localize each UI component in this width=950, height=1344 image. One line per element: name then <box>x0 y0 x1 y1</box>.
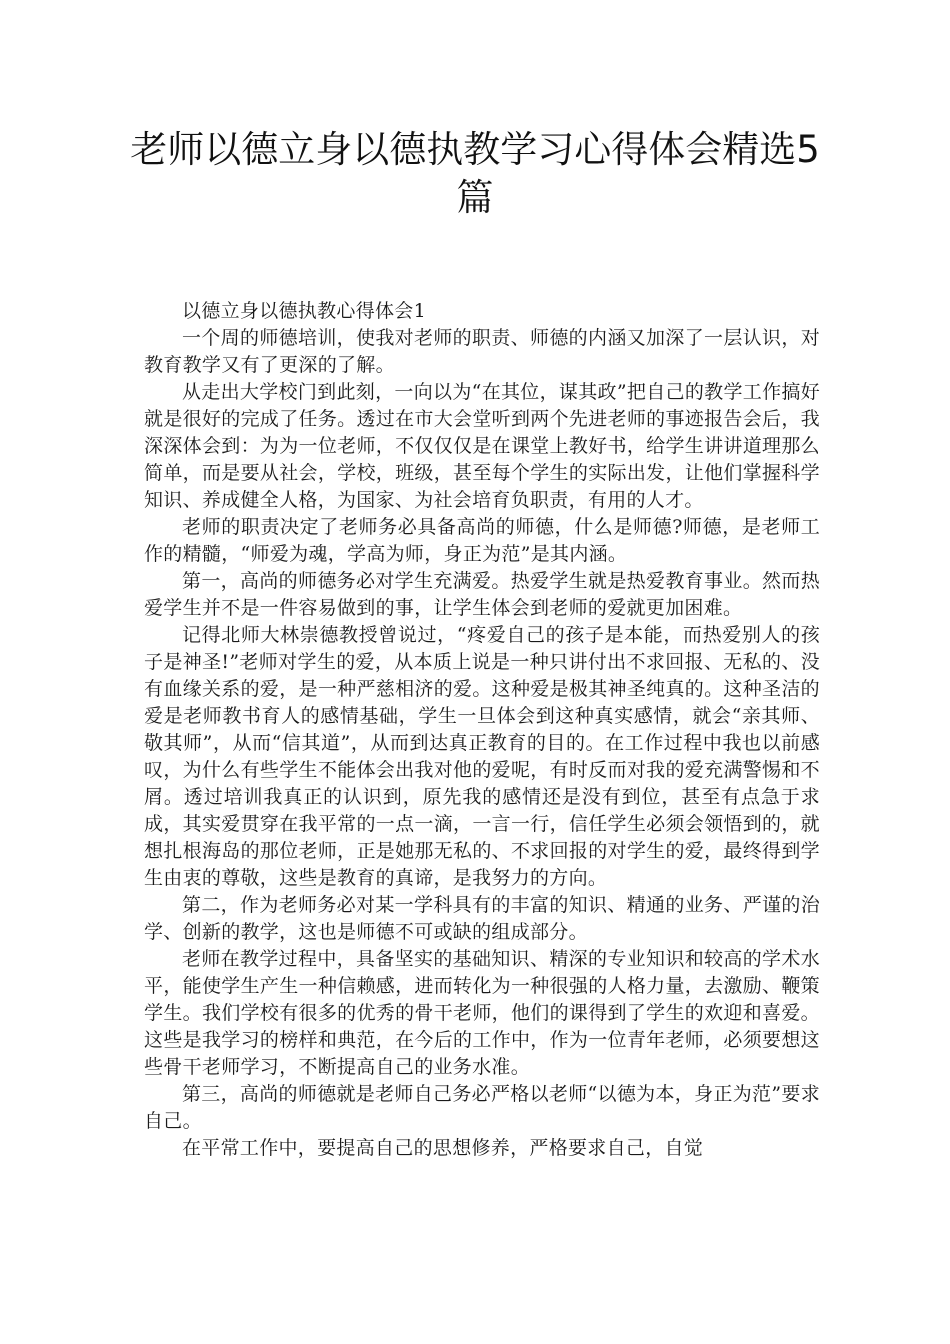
document-title: 老师以德立身以德执教学习心得体会精选5篇 <box>130 128 820 219</box>
paragraph: 老师在教学过程中，具备坚实的基础知识、精深的专业知识和较高的学术水平，能使学生产生一种信赖感，进而转化为一种很强的人格力量，去激励、鞭策学生。我们学校有很多的优秀的骨干老师，他们的课得到了学生的欢迎和喜爱。这些是我学习的榜样和典范，在今后的工作中，作为一位青年老师，必须要想这些骨干老师学习，不断提高自己的业务水准。 <box>144 948 820 1078</box>
paragraph: 第一，高尚的师德务必对学生充满爱。热爱学生就是热爱教育事业。然而热爱学生并不是一件容易做到的事，让学生体会到老师的爱就更加困难。 <box>144 570 820 619</box>
paragraph: 第二，作为老师务必对某一学科具有的丰富的知识、精通的业务、严谨的治学、创新的教学，这也是师德不可或缺的组成部分。 <box>144 894 820 943</box>
paragraph: 在平常工作中，要提高自己的思想修养，严格要求自己，自觉 <box>182 1137 704 1159</box>
paragraph: 第三，高尚的师德就是老师自己务必严格以老师“以德为本，身正为范”要求自己。 <box>144 1083 820 1132</box>
paragraph: 从走出大学校门到此刻，一向以为“在其位，谋其政”把自己的教学工作搞好就是很好的完成了任务。透过在市大会堂听到两个先进老师的事迹报告会后，我深深体会到：为为一位老师，不仅仅仅是在课堂上教好书，给学生讲讲道理那么简单，而是要从社会，学校，班级，甚至每个学生的实际出发，让他们掌握科学知识、养成健全人格，为国家、为社会培育负职责，有用的人才。 <box>144 381 820 511</box>
paragraph: 一个周的师德培训，使我对老师的职责、师德的内涵又加深了一层认识，对教育教学又有了更深的了解。 <box>144 327 820 376</box>
section-heading: 以德立身以德执教心得体会1 <box>182 300 426 322</box>
document-body <box>144 298 820 1162</box>
paragraph: 记得北师大林崇德教授曾说过，“疼爱自己的孩子是本能，而热爱别人的孩子是神圣!”老师对学生的爱，从本质上说是一种只讲付出不求回报、无私的、没有血缘关系的爱，是一种严慈相济的爱。这种爱是极其神圣纯真的。这种圣洁的爱是老师教书育人的感情基础，学生一旦体会到这种真实感情，就会“亲其师、敬其师”，从而“信其道”，从而到达真正教育的目的。在工作过程中我也以前感叹，为什么有些学生不能体会出我对他的爱呢，有时反而对我的爱充满警惕和不屑。透过培训我真正的认识到，原先我的感情还是没有到位，甚至有点急于求成，其实爱贯穿在我平常的一点一滴，一言一行，信任学生必须会领悟到的，就想扎根海岛的那位老师，正是她那无私的、不求回报的对学生的爱，最终得到学生由衷的尊敬，这些是教育的真谛，是我努力的方向。 <box>144 624 820 889</box>
paragraph: 老师的职责决定了老师务必具备高尚的师德，什么是师德?师德，是老师工作的精髓，“师爱为魂，学高为师，身正为范”是其内涵。 <box>144 516 820 565</box>
